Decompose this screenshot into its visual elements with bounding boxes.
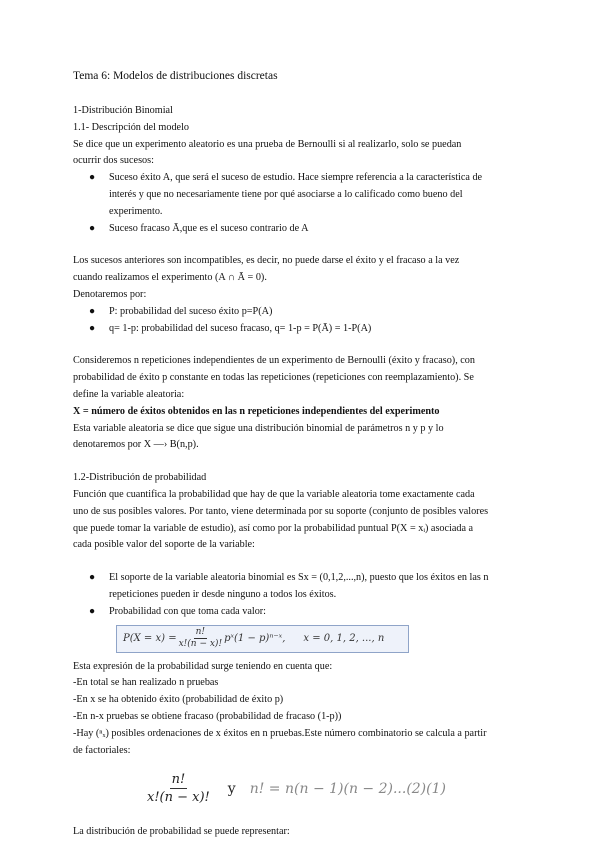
formula-fraction: $\frac{n!}{x!(n - x)!}$ <box>178 627 223 650</box>
list-item: ● Suceso éxito A, que será el suceso de estudio. Hace siempre referencia a la característica de interés y que no necesariamente tiene por qué asociarse a lo calificado como bueno del experimento. <box>89 172 483 217</box>
subsection-heading: 1.2-Distribución de probabilidad <box>73 472 207 484</box>
bullet-icon: ● <box>89 305 96 317</box>
list-item: ● Suceso fracaso Ā,que es el suceso contrario de A <box>109 221 538 238</box>
definition-bold: X = número de éxitos obtenidos en las n repeticiones independientes del experimento <box>73 405 440 417</box>
binomial-formula: P(X = x) = $\frac{n!}{x!(n - x)!}$ pˣ(1 − p)ⁿ⁻ˣ, x = 0, 1, 2, ..., n <box>116 625 409 653</box>
list-item: ● Probabilidad con que toma cada valor: <box>109 604 538 621</box>
paragraph-line: probabilidad de éxito p constante en todas las repeticiones (repeticiones con reemplazamiento). Se <box>73 372 474 384</box>
paragraph-line: Esta variable aleatoria se dice que sigue una distribución binomial de parámetros n y p y lo <box>73 422 444 434</box>
list-item: ● q= 1-p: probabilidad del suceso fracaso, q= 1-p = P(Ā) = 1-P(A) <box>109 321 538 338</box>
subsection-heading: 1.1- Descripción del modelo <box>73 121 189 133</box>
bullet-icon: ● <box>89 222 96 234</box>
paragraph-line: cuando realizamos el experimento (A ∩ Ā = 0). <box>73 272 267 284</box>
paragraph-line: que puede tomar la variable de estudio), así como por la probabilidad puntual P(X = xᵢ) asociada a <box>73 522 474 534</box>
bullet-icon: ● <box>89 322 96 334</box>
list-item: ● P: probabilidad del suceso éxito p=P(A) <box>109 304 538 321</box>
section-heading: 1-Distribución Binomial <box>73 105 173 116</box>
paragraph-line: -En n-x pruebas se obtiene fracaso (probabilidad de fracaso (1-p)) <box>73 710 342 722</box>
paragraph-line: Los sucesos anteriores son incompatibles, es decir, no puede darse el éxito y el fracaso a la vez <box>73 255 460 267</box>
paragraph-line: define la variable aleatoria: <box>73 388 185 400</box>
paragraph-line: Consideremos n repeticiones independientes de un experimento de Bernoulli (éxito y fracaso), con <box>73 355 475 367</box>
paragraph-line: cada posible valor del soporte de la variable: <box>73 539 255 551</box>
paragraph-line: -En total se han realizado n pruebas <box>73 677 219 689</box>
list-item: ● El soporte de la variable aleatoria binomial es Sx = (0,1,2,...,n), puesto que los éxitos en las n repeticiones pueden ir desde ninguno a todos los éxitos. <box>89 572 489 600</box>
paragraph-line: -En x se ha obtenido éxito (probabilidad de éxito p) <box>73 694 284 706</box>
formula-fraction: $\frac{n!}{x!(n - x)!}$ <box>147 772 210 806</box>
bullet-icon: ● <box>89 572 96 584</box>
paragraph-line: Se dice que un experimento aleatorio es una prueba de Bernoulli si al realizarlo, solo se puedan <box>73 138 462 150</box>
paragraph-line: denotaremos por X —› B(n,p). <box>73 439 199 451</box>
paragraph-line: Denotaremos por: <box>73 288 147 300</box>
bullet-icon: ● <box>89 605 96 617</box>
paragraph-line: uno de sus posibles valores. Por tanto, viene determinada por su soporte (conjunto de posibles valores <box>73 505 489 517</box>
bullet-list <box>73 170 538 237</box>
paragraph-line: Función que cuantifica la probabilidad que hay de que la variable aleatoria tome exactamente cada <box>73 488 475 500</box>
page-title: Tema 6: Modelos de distribuciones discretas <box>73 70 278 82</box>
paragraph-line: Esta expresión de la probabilidad surge teniendo en cuenta que: <box>73 660 333 672</box>
bullet-icon: ● <box>89 172 96 184</box>
factorial-formula: $\frac{n!}{x!(n - x)!}$ y n! = n(n − 1)(n − 2)...(2)(1) <box>147 772 446 806</box>
paragraph-line: La distribución de probabilidad se puede representar: <box>73 826 290 838</box>
paragraph-line: -Hay (ⁿₓ) posibles ordenaciones de x éxitos en n pruebas.Este número combinatorio se calcula a partir <box>73 727 487 739</box>
paragraph-line: de factoriales: <box>73 744 131 756</box>
bullet-list <box>73 570 538 620</box>
paragraph-line: ocurrir dos sucesos: <box>73 155 154 167</box>
bullet-list <box>73 304 538 338</box>
